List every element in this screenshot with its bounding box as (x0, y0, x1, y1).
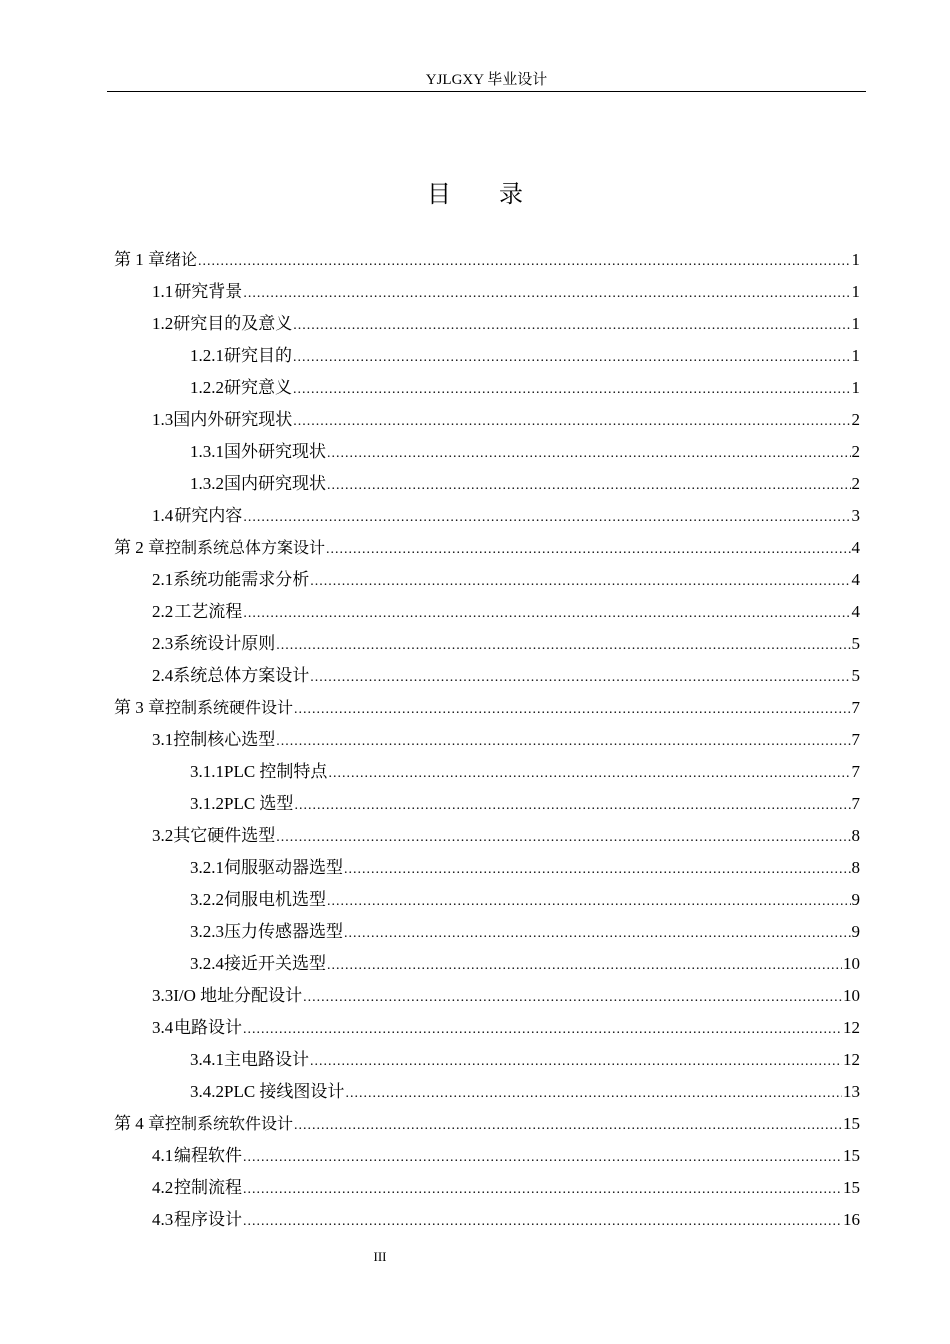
toc-subsection-entry[interactable] (114, 756, 860, 788)
toc-entry-page: 12 (843, 1050, 860, 1069)
toc-entry-title: 控制核心选型 (173, 730, 276, 749)
toc-entry-number: 3.2.2 (190, 890, 224, 909)
toc-entry-number: 3.1.1 (190, 762, 224, 781)
dot-leader (310, 1046, 842, 1078)
toc-subsection-entry[interactable] (114, 468, 860, 500)
toc-section-entry[interactable] (114, 1012, 860, 1044)
toc-entry-page: 1 (851, 250, 860, 269)
toc-entry-title: 国内研究现状 (224, 474, 326, 493)
toc-subsection-entry[interactable] (114, 852, 860, 884)
toc-entry-number: 3.1.2 (190, 794, 224, 813)
toc-entry-number: 1.2.1 (190, 346, 224, 365)
toc-entry-title: 研究内容 (174, 506, 243, 525)
toc-entry-number: 第 4 章 (114, 1114, 165, 1133)
toc-entry-number: 3.2.1 (190, 858, 224, 877)
page-number: III (373, 1249, 387, 1264)
toc-entry-page: 1 (851, 378, 860, 397)
toc-entry-title: 控制流程 (174, 1178, 243, 1197)
toc-entry-number: 1.3.2 (190, 474, 224, 493)
dot-leader (310, 566, 850, 598)
toc-entry-number: 3.2 (152, 826, 174, 845)
dot-leader (327, 470, 851, 502)
toc-entry-title: 国内外研究现状 (173, 410, 293, 429)
toc-entry-number: 2.2 (152, 602, 174, 621)
toc-entry-page: 2 (851, 442, 860, 461)
toc-entry-page: 8 (851, 858, 860, 877)
toc-entry-number: 1.4 (152, 506, 174, 525)
toc-entry-number: 3.4 (152, 1018, 174, 1037)
toc-entry-page: 8 (851, 826, 860, 845)
toc-entry-number: 3.4.2 (190, 1082, 224, 1101)
toc-title: 目录 (427, 180, 571, 208)
toc-entry-number: 第 2 章 (114, 538, 165, 557)
toc-entry-number: 2.4 (152, 666, 174, 685)
toc-section-entry[interactable] (114, 660, 860, 692)
toc-entry-title: 系统功能需求分析 (173, 570, 310, 589)
dot-leader (276, 630, 850, 662)
toc-entry-number: 3.1 (152, 730, 174, 749)
toc-entry-title: 控制系统硬件设计 (165, 698, 294, 717)
toc-entry-title: 电路设计 (174, 1018, 243, 1037)
toc-chapter-entry[interactable] (114, 1108, 860, 1140)
toc-entry-page: 10 (843, 986, 860, 1005)
dot-leader (293, 374, 851, 406)
dot-leader (294, 694, 850, 726)
toc-section-entry[interactable] (114, 500, 860, 532)
toc-entry-number: 3.2.3 (190, 922, 224, 941)
toc-entry-title: 研究背景 (174, 282, 243, 301)
toc-entry-page: 2 (851, 410, 860, 429)
toc-entry-title: 伺服电机选型 (224, 890, 326, 909)
toc-entry-number: 4.2 (152, 1178, 174, 1197)
toc-entry-page: 15 (843, 1114, 860, 1133)
dot-leader (294, 1110, 842, 1142)
toc-section-entry[interactable] (114, 1172, 860, 1204)
toc-entry-title: 系统设计原则 (173, 634, 276, 653)
toc-entry-title: 主电路设计 (224, 1050, 309, 1069)
toc-subsection-entry[interactable] (114, 436, 860, 468)
running-header: YJLGXY 毕业设计 (425, 72, 548, 88)
toc-entry-page: 5 (851, 666, 860, 685)
dot-leader (345, 1078, 842, 1110)
toc-entry-title: 其它硬件选型 (173, 826, 276, 845)
toc-entry-page: 7 (851, 762, 860, 781)
header-rule (107, 91, 866, 92)
toc-entry-number: 1.1 (152, 282, 174, 301)
dot-leader (303, 982, 842, 1014)
toc-entry-number: 1.2 (152, 314, 174, 333)
toc-section-entry[interactable] (114, 564, 860, 596)
toc-chapter-entry[interactable] (114, 244, 860, 276)
dot-leader (243, 502, 850, 534)
toc-entry-title: 控制系统总体方案设计 (165, 538, 326, 557)
toc-entry-number: 第 3 章 (114, 698, 165, 717)
toc-entry-title: 国外研究现状 (224, 442, 326, 461)
dot-leader (326, 534, 850, 566)
toc-entry-number: 2.3 (152, 634, 174, 653)
toc-entry-number: 4.3 (152, 1210, 174, 1229)
toc-subsection-entry[interactable] (114, 340, 860, 372)
dot-leader (243, 1142, 842, 1174)
toc-entry-number: 3.4.1 (190, 1050, 224, 1069)
dot-leader (327, 886, 851, 918)
toc-entry-title: 编程软件 (174, 1146, 243, 1165)
dot-leader (243, 1206, 842, 1238)
toc-section-entry[interactable] (114, 980, 860, 1012)
toc-entry-number: 第 1 章 (114, 250, 165, 269)
toc-section-entry[interactable] (114, 628, 860, 660)
toc-entry-title: 工艺流程 (174, 602, 243, 621)
dot-leader (310, 662, 850, 694)
toc-entry-page: 1 (851, 314, 860, 333)
toc-section-entry[interactable] (114, 1204, 860, 1236)
toc-subsection-entry[interactable] (114, 372, 860, 404)
toc-entry-title: 研究意义 (224, 378, 292, 397)
toc-section-entry[interactable] (114, 820, 860, 852)
toc-subsection-entry[interactable] (114, 916, 860, 948)
dot-leader (293, 342, 851, 374)
toc-entry-page: 4 (851, 602, 860, 621)
dot-leader (276, 726, 850, 758)
toc-section-entry[interactable] (114, 404, 860, 436)
toc-chapter-entry[interactable] (114, 692, 860, 724)
dot-leader (327, 950, 842, 982)
toc-entry-title: 伺服驱动器选型 (224, 858, 343, 877)
toc-entry-page: 1 (851, 346, 860, 365)
toc-entry-number: 2.1 (152, 570, 174, 589)
toc-entry-page: 9 (851, 922, 860, 941)
toc-entry-title: 研究目的及意义 (173, 314, 293, 333)
toc-subsection-entry[interactable] (114, 1076, 860, 1108)
dot-leader (243, 1174, 842, 1206)
toc-entry-page: 12 (843, 1018, 860, 1037)
dot-leader (344, 854, 851, 886)
toc-subsection-entry[interactable] (114, 788, 860, 820)
toc-section-entry[interactable] (114, 724, 860, 756)
toc-entry-page: 2 (851, 474, 860, 493)
dot-leader (243, 598, 850, 630)
dot-leader (243, 1014, 842, 1046)
toc-entry-number: 1.3.1 (190, 442, 224, 461)
toc-entry-number: 1.2.2 (190, 378, 224, 397)
dot-leader (243, 278, 850, 310)
dot-leader (294, 790, 850, 822)
table-of-contents (114, 244, 860, 1236)
toc-section-entry[interactable] (114, 308, 860, 340)
toc-entry-title: 压力传感器选型 (224, 922, 343, 941)
toc-entry-number: 3.2.4 (190, 954, 224, 973)
toc-entry-title: 接近开关选型 (224, 954, 326, 973)
toc-entry-page: 1 (851, 282, 860, 301)
toc-entry-page: 7 (851, 698, 860, 717)
toc-entry-number: 4.1 (152, 1146, 174, 1165)
toc-entry-page: 3 (851, 506, 860, 525)
dot-leader (293, 406, 850, 438)
dot-leader (344, 918, 851, 950)
dot-leader (327, 438, 851, 470)
toc-entry-page: 7 (851, 730, 860, 749)
toc-entry-title: 研究目的 (224, 346, 292, 365)
toc-entry-title: PLC 控制特点 (224, 762, 328, 781)
toc-entry-page: 7 (851, 794, 860, 813)
toc-entry-page: 13 (843, 1082, 860, 1101)
toc-subsection-entry[interactable] (114, 1044, 860, 1076)
toc-entry-title: PLC 接线图设计 (224, 1082, 345, 1101)
toc-entry-title: 系统总体方案设计 (173, 666, 310, 685)
toc-subsection-entry[interactable] (114, 884, 860, 916)
dot-leader (276, 822, 850, 854)
toc-entry-page: 4 (851, 538, 860, 557)
toc-entry-title: 程序设计 (174, 1210, 243, 1229)
toc-entry-page: 16 (843, 1210, 860, 1229)
toc-entry-number: 3.3 (152, 986, 174, 1005)
toc-entry-title: 控制系统软件设计 (165, 1114, 294, 1133)
toc-entry-title: I/O 地址分配设计 (173, 986, 303, 1005)
toc-section-entry[interactable] (114, 1140, 860, 1172)
toc-subsection-entry[interactable] (114, 948, 860, 980)
toc-entry-page: 5 (851, 634, 860, 653)
dot-leader (328, 758, 850, 790)
toc-entry-title: PLC 选型 (224, 794, 294, 813)
toc-entry-page: 15 (843, 1146, 860, 1165)
toc-section-entry[interactable] (114, 276, 860, 308)
toc-section-entry[interactable] (114, 596, 860, 628)
toc-entry-page: 15 (843, 1178, 860, 1197)
toc-entry-page: 4 (851, 570, 860, 589)
toc-entry-page: 10 (843, 954, 860, 973)
toc-chapter-entry[interactable] (114, 532, 860, 564)
dot-leader (198, 246, 850, 278)
toc-entry-number: 1.3 (152, 410, 174, 429)
toc-entry-title: 绪论 (165, 250, 198, 269)
toc-entry-page: 9 (851, 890, 860, 909)
dot-leader (293, 310, 850, 342)
